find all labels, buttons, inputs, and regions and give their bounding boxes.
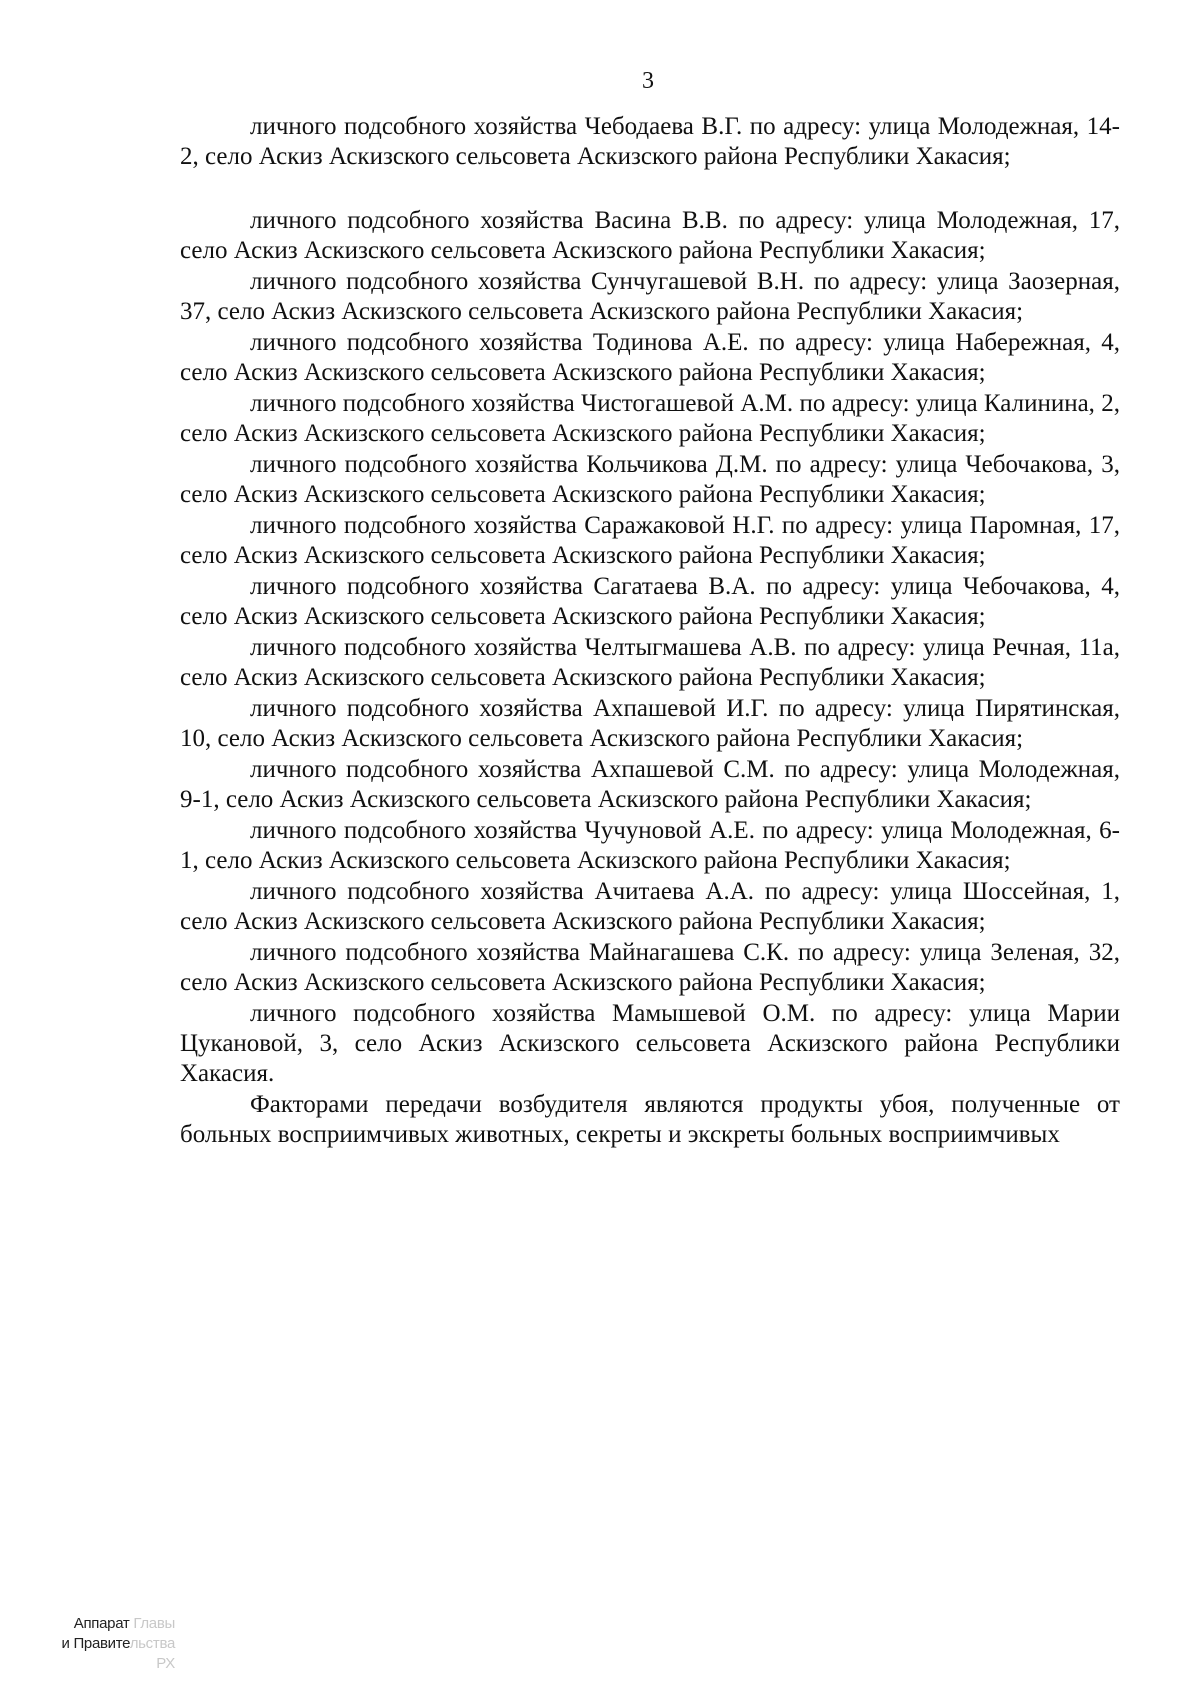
paragraph-15: личного подсобного хозяйства Мамышевой О.М. по адресу: улица Марии Цукановой, 3, село Аскиз Аскизского сельсовета Аскизского района Республики Хакасия. [180, 1000, 1120, 1087]
paragraph-4: личного подсобного хозяйства Тодинова А.Е. по адресу: улица Набережная, 4, село Аскиз Аскизского сельсовета Аскизского района Республики Хакасия; [180, 329, 1120, 386]
paragraph-1: личного подсобного хозяйства Чебодаева В.Г. по адресу: улица Молодежная, 14-2, село Аскиз Аскизского сельсовета Аскизского района Республики Хакасия; [180, 113, 1120, 170]
stamp-line-1-faded: Главы [133, 1615, 175, 1632]
document-body [180, 112, 1120, 1151]
stamp-line-1 [50, 1614, 175, 1634]
stamp-line-1-visible: Аппарат [73, 1615, 134, 1632]
stamp-line-2-visible: и Правите [61, 1635, 130, 1652]
paragraph-16: Факторами передачи возбудителя являются продукты убоя, полученные от больных восприимчивых животных, секреты и экскреты больных восприимчивых [180, 1091, 1120, 1148]
paragraph-13: личного подсобного хозяйства Ачитаева А.А. по адресу: улица Шоссейная, 1, село Аскиз Аскизского сельсовета Аскизского района Республики Хакасия; [180, 878, 1120, 935]
paragraph-9: личного подсобного хозяйства Челтыгмашева А.В. по адресу: улица Речная, 11а, село Аскиз Аскизского сельсовета Аскизского района Республики Хакасия; [180, 634, 1120, 691]
paragraph-10: личного подсобного хозяйства Ахпашевой И.Г. по адресу: улица Пирятинская, 10, село Аскиз Аскизского сельсовета Аскизского района Республики Хакасия; [180, 695, 1120, 752]
paragraph-2: личного подсобного хозяйства Васина В.В. по адресу: улица Молодежная, 17, село Аскиз Аскизского сельсовета Аскизского района Республики Хакасия; [180, 207, 1120, 264]
paragraph-3: личного подсобного хозяйства Сунчугашевой В.Н. по адресу: улица Заозерная, 37, село Аскиз Аскизского сельсовета Аскизского района Республики Хакасия; [180, 268, 1120, 325]
paragraph-8: личного подсобного хозяйства Сагатаева В.А. по адресу: улица Чебочакова, 4, село Аскиз Аскизского сельсовета Аскизского района Республики Хакасия; [180, 573, 1120, 630]
page-number: 3 [642, 68, 654, 94]
stamp-line-2 [50, 1634, 175, 1674]
paragraph-5: личного подсобного хозяйства Чистогашевой А.М. по адресу: улица Калинина, 2, село Аскиз Аскизского сельсовета Аскизского района Республики Хакасия; [180, 390, 1120, 447]
organization-stamp [50, 1614, 175, 1674]
paragraph-6: личного подсобного хозяйства Кольчикова Д.М. по адресу: улица Чебочакова, 3, село Аскиз Аскизского сельсовета Аскизского района Республики Хакасия; [180, 451, 1120, 508]
paragraph-14: личного подсобного хозяйства Майнагашева С.К. по адресу: улица Зеленая, 32, село Аскиз Аскизского сельсовета Аскизского района Республики Хакасия; [180, 939, 1120, 996]
stamp-line-2-faded: льства РХ [129, 1635, 175, 1672]
paragraph-11: личного подсобного хозяйства Ахпашевой С.М. по адресу: улица Молодежная, 9-1, село Аскиз Аскизского сельсовета Аскизского района Республики Хакасия; [180, 756, 1120, 813]
paragraph-7: личного подсобного хозяйства Саражаковой Н.Г. по адресу: улица Паромная, 17, село Аскиз Аскизского сельсовета Аскизского района Республики Хакасия; [180, 512, 1120, 569]
paragraph-12: личного подсобного хозяйства Чучуновой А.Е. по адресу: улица Молодежная, 6-1, село Аскиз Аскизского сельсовета Аскизского района Республики Хакасия; [180, 817, 1120, 874]
